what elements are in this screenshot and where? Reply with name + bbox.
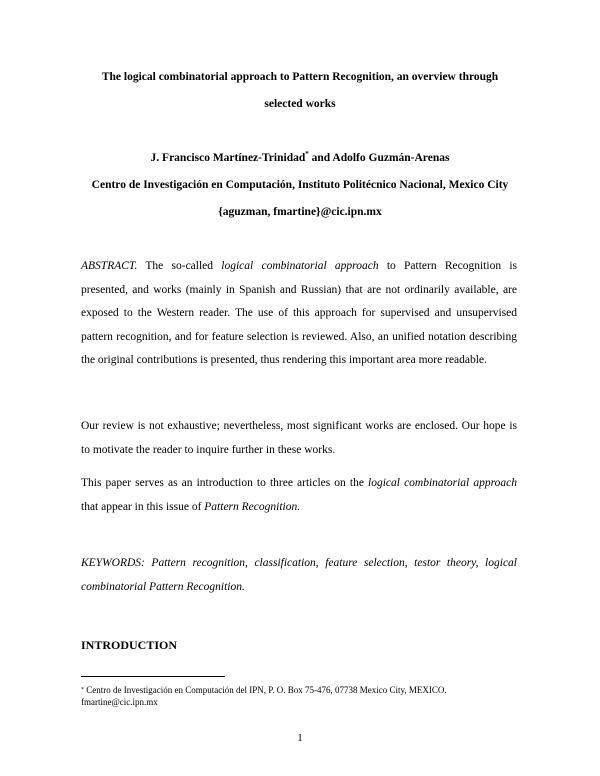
abstract-text-a: The so-called bbox=[137, 260, 222, 272]
abstract-label: ABSTRACT. bbox=[81, 260, 138, 272]
abstract-p3-journal: Pattern Recognition. bbox=[204, 500, 301, 513]
abstract-p3-emphasis: logical combinatorial approach bbox=[368, 477, 517, 489]
footnote-divider bbox=[81, 676, 225, 677]
footnote-text: Centro de Investigación en Computación del IPN, P. O. Box 75-476, 07738 Mexico City, MEXICO. bbox=[84, 685, 447, 695]
abstract-emphasis: logical combinatorial approach bbox=[221, 260, 379, 272]
abstract-paragraph-3 bbox=[81, 472, 517, 519]
author-line bbox=[0, 152, 600, 164]
footnote-marker: * bbox=[81, 687, 84, 693]
paper-title-line-2: selected works bbox=[264, 98, 336, 110]
footnote-email: fmartine@cic.ipn.mx bbox=[81, 697, 158, 707]
author-name-2: and Adolfo Guzmán-Arenas bbox=[308, 152, 450, 164]
abstract-p3-text-a: This paper serves as an introduction to three articles on the bbox=[81, 477, 369, 489]
paper-title-line-1: The logical combinatorial approach to Pattern Recognition, an overview through bbox=[101, 71, 499, 83]
page-number: 1 bbox=[297, 732, 303, 744]
footnote bbox=[81, 684, 521, 708]
abstract-p3-text-b: that appear in this issue of bbox=[81, 500, 205, 513]
author-footnote-marker: * bbox=[305, 150, 309, 158]
abstract-paragraph-2: Our review is not exhaustive; nevertheless, most significant works are enclosed. Our hope is to motivate the reader to inquire further in these works. bbox=[81, 420, 517, 456]
affiliation: Centro de Investigación en Computación, Instituto Politécnico Nacional, Mexico City bbox=[91, 179, 509, 191]
keywords: KEYWORDS: Pattern recognition, classification, feature selection, testor theory, logical combinatorial Pattern Recognition. bbox=[81, 557, 517, 593]
author-name-1: J. Francisco Martínez-Trinidad bbox=[150, 152, 306, 164]
author-emails: {aguzman, fmartine}@cic.ipn.mx bbox=[218, 206, 382, 218]
abstract-text-b: to Pattern Recognition is presented, and works (mainly in Spanish and Russian) that are not ordinarily available, are exposed to the Western reader. The use of this approach for supervised and unsupervised pattern recognition, and for feature selection is reviewed. Also, an unified notation describing the original contributions is presented, thus rendering this important area more readable. bbox=[81, 260, 518, 366]
section-heading-introduction: INTRODUCTION bbox=[81, 638, 178, 652]
abstract-paragraph-1 bbox=[81, 255, 517, 373]
